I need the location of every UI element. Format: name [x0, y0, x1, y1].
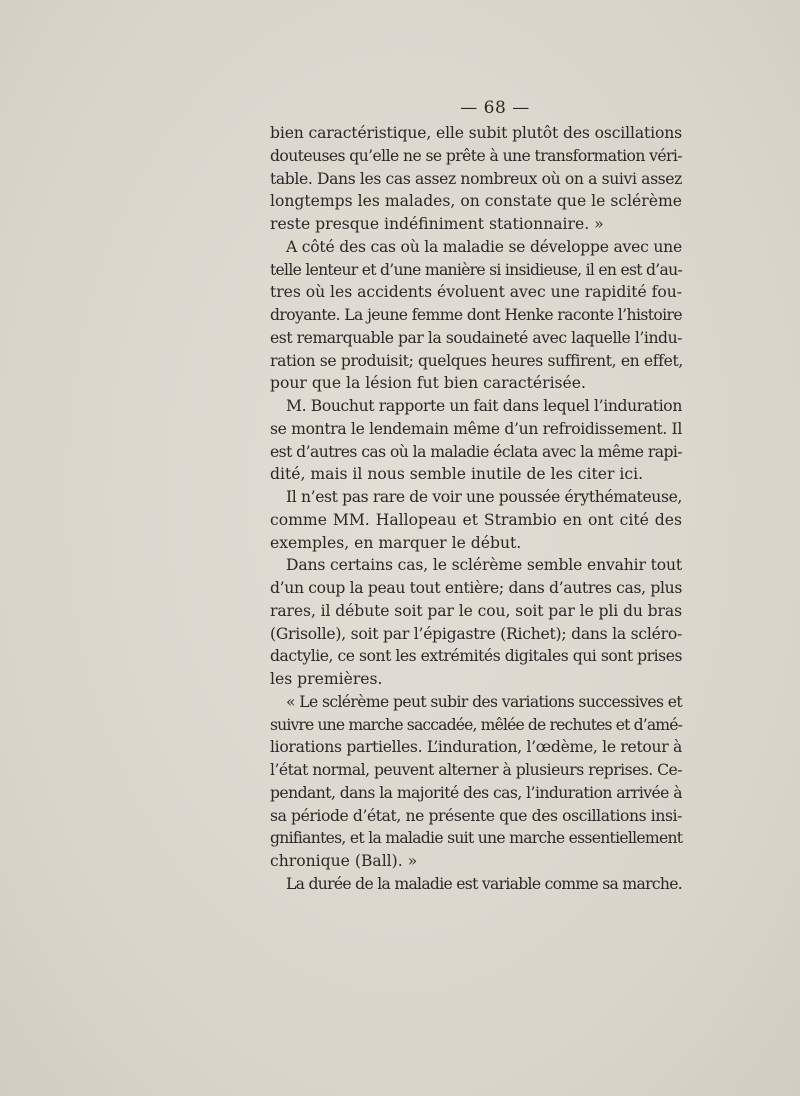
text-line: dité, mais il nous semble inutile de les citer ici.	[270, 465, 644, 484]
text-line: table. Dans les cas assez nombreux où on a suivi assez	[270, 169, 682, 188]
text-line: d’un coup la peau tout entière; dans d’autres cas, plus	[270, 579, 682, 597]
text-line: rares, il débute soit par le cou, soit par le pli du bras	[270, 601, 682, 620]
text-line: comme MM. Hallopeau et Strambio en ont cité des	[270, 510, 682, 529]
text-line: La durée de la maladie est variable comme sa marche.	[286, 874, 682, 893]
text-line: droyante. La jeune femme dont Henke raconte l’histoire	[270, 306, 682, 324]
text-line: tres où les accidents évoluent avec une rapidité fou-	[270, 283, 682, 302]
text-line: reste presque indéfiniment stationnaire. »	[270, 215, 604, 233]
page-number: — 68 —	[460, 98, 530, 118]
text-line: chronique (Ball). »	[270, 852, 418, 870]
text-line: liorations partielles. L’induration, l’œdème, le retour à	[270, 738, 682, 757]
text-line: pour que la lésion fut bien caractérisée.	[270, 374, 586, 393]
text-line: est remarquable par la soudaineté avec laquelle l’indu-	[270, 328, 682, 347]
text-line: Dans certains cas, le sclérème semble envahir tout	[286, 556, 682, 575]
text-line: se montra le lendemain même d’un refroidissement. Il	[270, 419, 682, 438]
text-line: suivre une marche saccadée, mêlée de rechutes et d’amé-	[270, 715, 682, 734]
text-line: sa période d’état, ne présente que des oscillations insi-	[270, 806, 682, 825]
text-line: M. Bouchut rapporte un fait dans lequel l’induration	[286, 397, 682, 415]
text-line: dactylie, ce sont les extrémités digitales qui sont prises	[270, 647, 682, 666]
text-line: pendant, dans la majorité des cas, l’induration arrivée à	[270, 783, 682, 802]
text-line: Il n’est pas rare de voir une poussée érythémateuse,	[286, 488, 682, 506]
text-line: les premières.	[270, 670, 383, 688]
text-line: ration se produisit; quelques heures suffirent, en effet,	[270, 351, 683, 370]
text-line: longtemps les malades, on constate que le sclérème	[270, 192, 682, 211]
text-line: douteuses qu’elle ne se prête à une transformation véri-	[270, 146, 682, 165]
text-line: A côté des cas où la maladie se développe avec une	[286, 237, 682, 256]
text-line: bien caractéristique, elle subit plutôt des oscillations	[270, 124, 682, 142]
text-line: (Grisolle), soit par l’épigastre (Richet); dans la scléro-	[270, 624, 682, 643]
book-page	[270, 94, 682, 896]
text-line: gnifiantes, et la maladie suit une marche essentiellement	[270, 829, 683, 848]
text-line: l’état normal, peuvent alterner à plusieurs reprises. Ce-	[270, 761, 682, 779]
text-line: est d’autres cas où la maladie éclata avec la même rapi-	[270, 442, 682, 461]
text-line: telle lenteur et d’une manière si insidieuse, il en est d’au-	[270, 260, 682, 279]
text-line: « Le sclérème peut subir des variations successives et	[286, 692, 682, 711]
text-line: exemples, en marquer le début.	[270, 533, 522, 552]
body-text	[270, 122, 682, 896]
